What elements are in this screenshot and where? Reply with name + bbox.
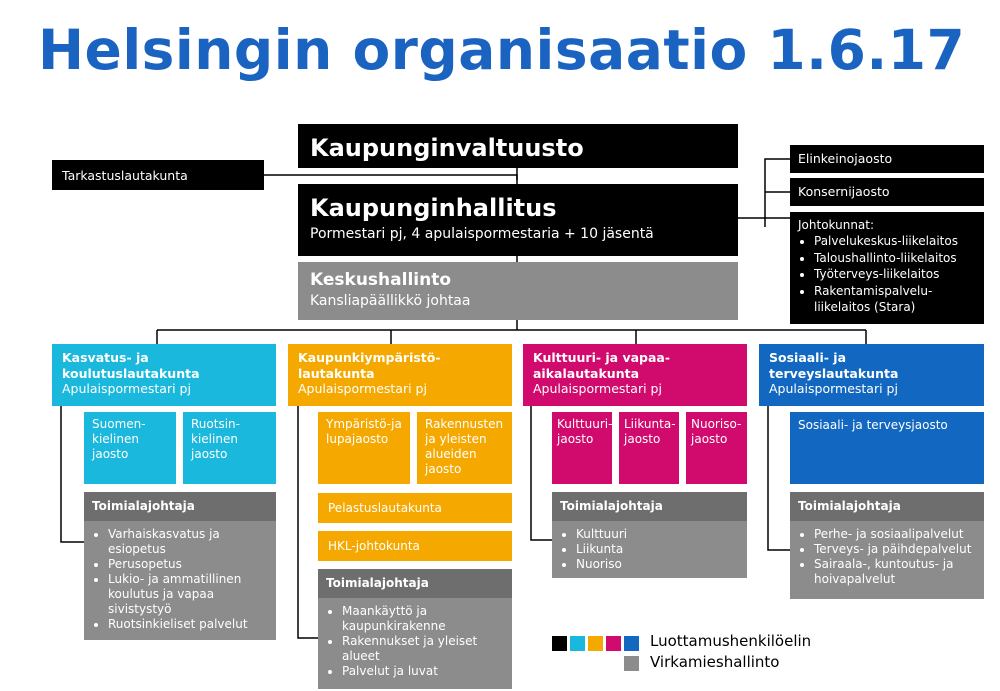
section-box bbox=[790, 412, 984, 484]
johtokunnat-box bbox=[790, 212, 984, 324]
city-board-box bbox=[298, 184, 738, 256]
director-box bbox=[790, 492, 984, 599]
sector-social-health-board bbox=[759, 344, 984, 406]
section-name: Ruotsin-kielinen jaosto bbox=[191, 417, 240, 461]
hkl-board-name: HKL-johtokunta bbox=[328, 539, 420, 553]
list-item: • Palvelukeskus-liikelaitos bbox=[814, 233, 976, 250]
section-box bbox=[318, 412, 410, 484]
section-box bbox=[183, 412, 276, 484]
list-item: • Maankäyttö ja kaupunkirakenne bbox=[342, 604, 504, 634]
sector-board-name: Kaupunkiympäristö-lautakunta bbox=[298, 350, 441, 381]
section-name: Sosiaali- ja terveysjaosto bbox=[798, 418, 948, 432]
director-title: Toimialajohtaja bbox=[790, 492, 984, 521]
list-item: • Lukio- ja ammatillinen koulutus ja vapaa sivistystyö bbox=[108, 572, 268, 617]
director-title: Toimialajohtaja bbox=[552, 492, 747, 521]
legend-swatch-black bbox=[552, 636, 567, 651]
konserni-section-name: Konsernijaosto bbox=[798, 184, 890, 199]
list-item: • Rakentamispalvelu-liikelaitos (Stara) bbox=[814, 283, 976, 316]
audit-committee-name: Tarkastuslautakunta bbox=[62, 168, 188, 183]
list-item: • Palvelut ja luvat bbox=[342, 664, 504, 679]
legend-officials-label: Virkamieshallinto bbox=[650, 653, 780, 671]
page-title: Helsingin organisaatio 1.6.17 bbox=[38, 18, 966, 82]
section-name: Ympäristö-ja lupajaosto bbox=[326, 417, 402, 446]
council-box bbox=[298, 124, 738, 168]
section-box bbox=[84, 412, 176, 484]
director-box bbox=[552, 492, 747, 578]
list-item: • Terveys- ja päihdepalvelut bbox=[814, 542, 976, 557]
section-name: Suomen-kielinen jaosto bbox=[92, 417, 146, 461]
legend-swatch-blue bbox=[624, 636, 639, 651]
sector-board-chair: Apulaispormestari pj bbox=[298, 381, 427, 397]
elinkeino-section-box bbox=[790, 145, 984, 173]
director-box bbox=[318, 569, 512, 689]
section-box bbox=[417, 412, 512, 484]
section-name: Liikunta-jaosto bbox=[624, 417, 676, 446]
sector-board-name: Kulttuuri- ja vapaa-aikalautakunta bbox=[533, 350, 671, 381]
list-item: • Varhaiskasvatus ja esiopetus bbox=[108, 527, 268, 557]
sector-culture-leisure-board bbox=[523, 344, 747, 406]
director-title: Toimialajohtaja bbox=[84, 492, 276, 521]
sector-urban-environment-board bbox=[288, 344, 512, 406]
list-item: • Liikunta bbox=[576, 542, 739, 557]
list-item: • Kulttuuri bbox=[576, 527, 739, 542]
list-item: • Nuoriso bbox=[576, 557, 739, 572]
legend-swatch-cyan bbox=[570, 636, 585, 651]
list-item: • Perusopetus bbox=[108, 557, 268, 572]
list-item: • Sairaala-, kuntoutus- ja hoivapalvelut bbox=[814, 557, 976, 587]
sector-education-board bbox=[52, 344, 276, 406]
legend-swatch-grey bbox=[624, 656, 639, 671]
elinkeino-section-name: Elinkeinojaosto bbox=[798, 151, 893, 166]
section-name: Nuoriso-jaosto bbox=[691, 417, 742, 446]
audit-committee-box bbox=[52, 160, 264, 190]
central-administration-subtitle: Kansliapäällikkö johtaa bbox=[310, 293, 471, 310]
list-item: • Taloushallinto-liikelaitos bbox=[814, 250, 976, 267]
central-administration-box bbox=[298, 262, 738, 320]
konserni-section-box bbox=[790, 178, 984, 206]
section-box bbox=[686, 412, 747, 484]
list-item: • Työterveys-liikelaitos bbox=[814, 266, 976, 283]
hkl-board-box bbox=[318, 531, 512, 561]
section-name: Rakennusten ja yleisten alueiden jaosto bbox=[425, 417, 504, 476]
sector-board-name: Sosiaali- ja terveyslautakunta bbox=[769, 350, 899, 381]
sector-board-chair: Apulaispormestari pj bbox=[533, 381, 662, 397]
section-box bbox=[619, 412, 679, 484]
legend-trustees-label: Luottamushenkilöelin bbox=[650, 632, 812, 650]
section-name: Kulttuuri-jaosto bbox=[557, 417, 613, 446]
sector-board-name: Kasvatus- ja koulutuslautakunta bbox=[62, 350, 200, 381]
council-name: Kaupunginvaltuusto bbox=[310, 134, 584, 162]
city-board-name: Kaupunginhallitus bbox=[310, 194, 557, 222]
johtokunnat-heading: Johtokunnat: bbox=[798, 218, 875, 232]
director-title: Toimialajohtaja bbox=[318, 569, 512, 598]
director-box bbox=[84, 492, 276, 640]
list-item: • Ruotsinkieliset palvelut bbox=[108, 617, 268, 632]
sector-board-chair: Apulaispormestari pj bbox=[769, 381, 898, 397]
list-item: • Rakennukset ja yleiset alueet bbox=[342, 634, 504, 664]
list-item: • Perhe- ja sosiaalipalvelut bbox=[814, 527, 976, 542]
central-administration-name: Keskushallinto bbox=[310, 270, 452, 290]
legend-swatch-orange bbox=[588, 636, 603, 651]
city-board-subtitle: Pormestari pj, 4 apulaispormestaria + 10 jäsentä bbox=[310, 226, 654, 242]
rescue-board-name: Pelastuslautakunta bbox=[328, 501, 442, 515]
section-box bbox=[552, 412, 612, 484]
sector-board-chair: Apulaispormestari pj bbox=[62, 381, 191, 397]
rescue-board-box bbox=[318, 493, 512, 523]
legend-swatch-magenta bbox=[606, 636, 621, 651]
